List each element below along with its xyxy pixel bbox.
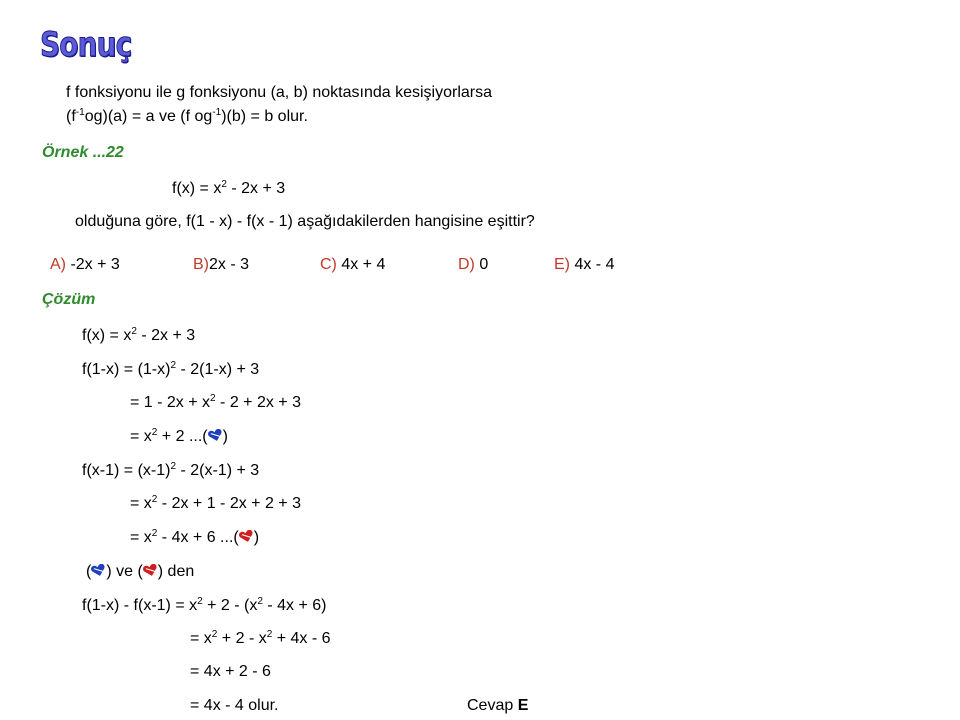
solution-step-7: = $x^2 - 4x + 6$ ...( ) xyxy=(130,528,260,546)
red-heart-icon xyxy=(143,564,158,577)
solution-step-3: = $1 - 2x + x^2 - 2 + 2x + 3$ xyxy=(130,393,301,411)
option-a-text: -2x + 3 xyxy=(66,256,120,273)
solution-step-6: = $x^2 - 2x + 1 - 2x + 2 + 3$ xyxy=(130,494,301,512)
option-a-letter: A) xyxy=(50,256,66,273)
option-d-letter: D) xyxy=(458,256,475,273)
answer-label: Cevap xyxy=(467,697,518,714)
func-text-b: - 2x + 3 xyxy=(226,180,286,197)
solution-step-9: $f(1-x) - f(x-1) = x^2 + 2 - (x^2 - 4x + 6)$ xyxy=(82,596,327,614)
solution-label: Çözüm xyxy=(42,291,96,308)
option-d-text: 0 xyxy=(474,256,489,273)
option-e-letter: E) xyxy=(554,256,570,273)
solution-step-10: = $x^2 + 2 - x^2 + 4x - 6$ xyxy=(190,629,331,647)
solution-step-8: ( ) ve ( ) den xyxy=(86,563,195,580)
option-c-text: 4x + 4 xyxy=(336,256,386,273)
solution-step-11: = 4x + 2 - 6 xyxy=(190,663,271,680)
solution-step-2: $f(1-x) = (1-x)^2 - 2(1-x) + 3$ xyxy=(82,360,260,378)
option-b-letter: B) xyxy=(193,256,209,273)
func-text-a: f(x) = x xyxy=(172,180,222,197)
red-heart-icon xyxy=(239,530,254,543)
solution-step-12: = 4x - 4 olur. xyxy=(190,697,279,714)
solution-step-4: = $x^2 + 2$ ...( ) xyxy=(130,427,228,445)
solution-step-5: $f(x-1) = (x-1)^2 - 2(x-1) + 3$ xyxy=(82,461,260,479)
blue-heart-icon xyxy=(91,564,106,577)
blue-heart-icon xyxy=(208,429,223,442)
rule-text-b: og)(a) = a ve (f og xyxy=(84,108,213,125)
answer-letter: E xyxy=(517,697,529,714)
option-e-text: 4x - 4 xyxy=(570,256,615,273)
rule-text-c: )(b) = b olur. xyxy=(221,108,308,125)
option-b[interactable] xyxy=(193,257,249,273)
rule-line-1: f fonksiyonu ile g fonksiyonu (a, b) noktasında kesişiyorlarsa xyxy=(66,84,492,101)
func-sup: 2 xyxy=(221,179,227,190)
example-label: Örnek ...22 xyxy=(42,144,124,161)
rule-sup-1: -1 xyxy=(75,107,85,118)
option-b-text: 2x - 3 xyxy=(209,256,250,273)
rule-text-a: (f xyxy=(66,108,76,125)
rule-line-2 xyxy=(66,109,308,125)
option-c[interactable] xyxy=(320,257,385,273)
page-title: Sonuç xyxy=(40,25,132,65)
option-e[interactable] xyxy=(554,257,614,273)
example-function xyxy=(172,181,285,197)
solution-step-1: $f(x) = x^2 - 2x + 3$ xyxy=(82,326,196,344)
option-a[interactable] xyxy=(50,257,120,273)
answer xyxy=(467,698,528,714)
option-d[interactable] xyxy=(458,257,488,273)
example-question: olduğuna göre, f(1 - x) - f(x - 1) aşağıdakilerden hangisine eşittir? xyxy=(75,213,535,230)
rule-sup-2: -1 xyxy=(212,107,222,118)
option-c-letter: C) xyxy=(320,256,337,273)
